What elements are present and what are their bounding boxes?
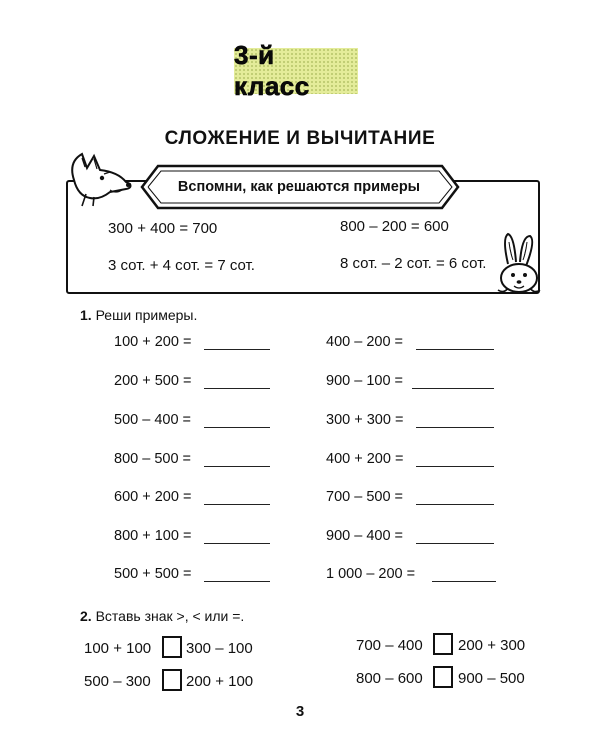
task1-expression: 800 – 500 = — [114, 451, 192, 467]
reminder-example: 8 сот. – 2 сот. = 6 сот. — [340, 255, 487, 272]
task1-expression: 700 – 500 = — [326, 489, 404, 505]
task1-expression: 300 + 300 = — [326, 412, 404, 428]
task1-expression: 1 000 – 200 = — [326, 566, 416, 582]
task1-instruction: Реши примеры. — [95, 307, 198, 323]
comparison-left-expression: 800 – 600 — [356, 670, 423, 687]
fox-icon — [60, 150, 138, 208]
comparison-left-expression: 500 – 300 — [84, 673, 151, 690]
answer-blank[interactable] — [204, 466, 270, 467]
answer-blank[interactable] — [416, 504, 494, 505]
comparison-right-expression: 900 – 500 — [458, 670, 525, 687]
answer-blank[interactable] — [204, 581, 270, 582]
task1-expression: 800 + 100 = — [114, 528, 192, 544]
comparison-left-expression: 100 + 100 — [84, 640, 152, 657]
task1-expression: 200 + 500 = — [114, 373, 192, 389]
task1-expression: 500 – 400 = — [114, 412, 192, 428]
comparison-sign-box[interactable] — [433, 633, 453, 655]
comparison-right-expression: 300 – 100 — [186, 640, 253, 657]
task1-expression: 900 – 100 = — [326, 373, 404, 389]
task1-expression: 900 – 400 = — [326, 528, 404, 544]
task1-heading — [80, 307, 197, 323]
answer-blank[interactable] — [204, 427, 270, 428]
task2-heading — [80, 608, 244, 624]
comparison-left-expression: 700 – 400 — [356, 637, 423, 654]
answer-blank[interactable] — [204, 504, 270, 505]
answer-blank[interactable] — [412, 388, 494, 389]
answer-blank[interactable] — [432, 581, 496, 582]
grade-badge — [234, 40, 358, 101]
task1-expression: 600 + 200 = — [114, 489, 192, 505]
answer-blank[interactable] — [416, 466, 494, 467]
reminder-title: Вспомни, как решаются примеры — [177, 179, 421, 195]
comparison-right-expression: 200 + 100 — [186, 673, 254, 690]
rabbit-icon — [494, 232, 544, 304]
answer-blank[interactable] — [416, 349, 494, 350]
page-number: 3 — [295, 703, 305, 720]
comparison-sign-box[interactable] — [162, 636, 182, 658]
answer-blank[interactable] — [204, 349, 270, 350]
task1-expression: 500 + 500 = — [114, 566, 192, 582]
answer-blank[interactable] — [204, 388, 270, 389]
task1-number: 1. — [80, 307, 92, 323]
reminder-example: 300 + 400 = 700 — [108, 220, 218, 237]
grade-label: 3-й класс — [234, 40, 310, 101]
comparison-sign-box[interactable] — [433, 666, 453, 688]
comparison-right-expression: 200 + 300 — [458, 637, 526, 654]
task1-expression: 100 + 200 = — [114, 334, 192, 350]
task1-expression: 400 + 200 = — [326, 451, 404, 467]
answer-blank[interactable] — [416, 427, 494, 428]
task2-instruction: Вставь знак >, < или =. — [95, 608, 245, 624]
reminder-example: 3 сот. + 4 сот. = 7 сот. — [108, 257, 255, 274]
section-title: СЛОЖЕНИЕ И ВЫЧИТАНИЕ — [164, 128, 436, 149]
task2-number: 2. — [80, 608, 92, 624]
task1-expression: 400 – 200 = — [326, 334, 404, 350]
answer-blank[interactable] — [204, 543, 270, 544]
comparison-sign-box[interactable] — [162, 669, 182, 691]
answer-blank[interactable] — [416, 543, 494, 544]
reminder-example: 800 – 200 = 600 — [340, 218, 449, 235]
